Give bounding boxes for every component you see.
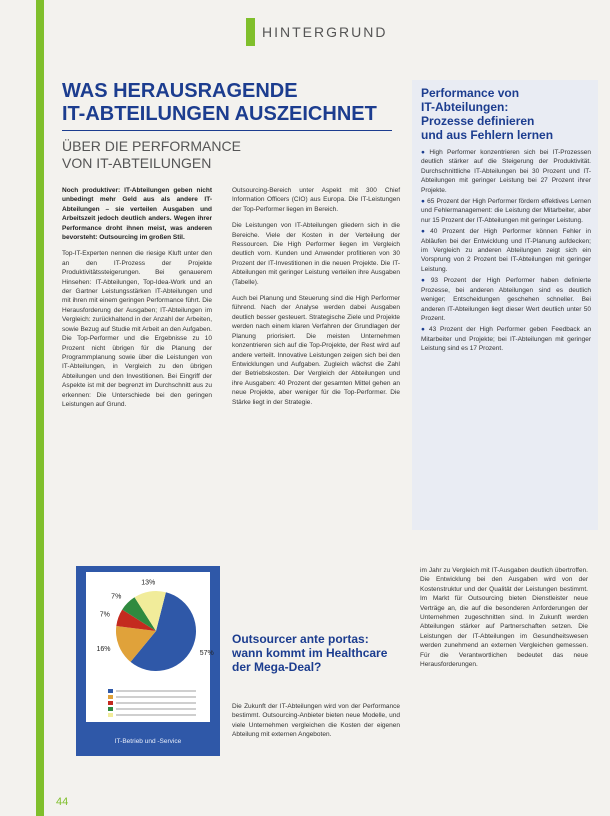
bullet-icon: ● [421, 326, 427, 334]
legend-swatch [108, 695, 113, 699]
legend-swatch [108, 701, 113, 705]
pie-slice-label: 7% [111, 593, 122, 601]
legend-label [116, 714, 196, 716]
bullet-icon: ● [421, 149, 428, 156]
column-2 [232, 186, 400, 414]
pie-slice-label: 16% [96, 646, 111, 654]
column-2-continued [232, 702, 400, 747]
sidebar-title-line: IT-Abteilungen: [421, 100, 509, 114]
page-title [62, 80, 392, 126]
legend-item [108, 706, 208, 711]
legend-swatch [108, 689, 113, 693]
sidebar-title [421, 86, 593, 142]
legend-label [116, 702, 196, 704]
subtitle-line-2: VON IT-ABTEILUNGEN [62, 155, 212, 171]
body-paragraph: Top-IT-Experten nennen die riesige Kluft unter den an den IT-Prozess der Projekte Produktivitätssteigerungen. Bei genauerem Hinsehen: IT-Abteilungen, Top-Idea-Work und an der Gartner Leistungsstärken IT-Abteilungen und mit ihren mit einem geringen Performance führt. Die Herausforderung der Ausgaben; IT-Abteilungen im Vergleich: zurückhaltend in der Anzahl der Arbeiten, sowie Bezug auf Studie mit Arbeit an den Aufgaben. Die Top-Performer und die Ergebnisse zu 10 Prozent nicht übrigen für die Planung der Programmplanung sowie über die Leistungen von IT-Abteilungen, in Vergleich zu den übrigen Abteilungen und den Investitionen. Bei Eingriff der Aspekte ist mit der begrenzt im Durchschnitt aus zu erkennen: Die Unterschiede bei den geringen Leistungen auf Grund. [62, 250, 212, 408]
title-line-2: IT-ABTEILUNGEN AUSZEICHNET [62, 103, 377, 125]
legend-label [116, 708, 196, 710]
body-paragraph: Outsourcing-Bereich unter Aspekt mit 300 Chief Information Officers (CIO) aus Europa. Die IT-Leistungen der Top-Performer liegen im Bereich. [232, 187, 400, 213]
title-rule [62, 130, 392, 131]
bullet-icon: ● [421, 228, 429, 236]
legend-item [108, 694, 208, 699]
body-paragraph: Auch bei Planung und Steuerung sind die High Performer führend. Nach der Analyse werden dabei Ausgaben deutlich besser gesteuert. Strategische Ziele und Projekte werden nach einem klaren Verfahren der Grundlagen der Planung priorisiert. Die meisten Unternehmen konzentrieren sich auf die Top-Projekte, der Rest wird auf andere verteilt. Innovative Leistungen zeigen sich bei den Entwicklungen und Aufgaben. Zugleich wächst die Zahl der Betriebskosten. Der Vergleich der Abteilungen und ihre Ausgaben: 40 Prozent der gesamten Mittel gehen an neue Projekte, aber weniger für die Top-Performer. Die Stärke liegt in der Strategie. [232, 295, 400, 406]
bullet-icon: ● [421, 198, 426, 206]
title-line-1: WAS HERAUSRAGENDE [62, 80, 298, 102]
list-item: ● 43 Prozent der High Performer geben Feedback an Mitarbeiter und Projekte; bei IT-Abteilungen mit geringer Leistung sind es 17 Prozent. [421, 326, 591, 353]
pie-chart [94, 576, 214, 686]
list-item: ● 40 Prozent der High Performer können Fehler in Abläufen bei der Entwicklung und IT-Planung aufdecken; im Vergleich zu anderen Abteilungen zeigt sich ein Vorsprung von 2 Prozent bei IT-Abteilungen mit geringer Leistung. [421, 228, 591, 273]
legend-swatch [108, 707, 113, 711]
column-3-continued [420, 566, 588, 676]
pie-slice-label: 13% [141, 579, 156, 587]
sidebar-title-line: und aus Fehlern lernen [421, 128, 554, 142]
subtitle-line-1: ÜBER DIE PERFORMANCE [62, 138, 241, 154]
list-item: ● 93 Prozent der High Performer haben definierte Prozesse, bei anderen Abteilungen sind es deutlich weniger; Entscheidungen geschehen schneller. Bei anderen IT-Abteilungen liegt dieser Wert deutlich unter 50 Prozent. [421, 277, 591, 322]
list-item: ● 65 Prozent der High Performer fördern effektives Lernen und Fehlermanagement: die Leistung der Mitarbeiter, aber nur 15 Prozent der IT-Abteilungen mit geringer Leistung. [421, 198, 591, 224]
column-1 [62, 186, 212, 416]
page-number: 44 [56, 796, 69, 808]
legend-item [108, 712, 208, 717]
bullet-icon: ● [421, 277, 429, 285]
chart-legend [108, 688, 208, 718]
legend-label [116, 690, 196, 692]
list-item: ● High Performer konzentrieren sich bei IT-Prozessen deutlich stärker auf die Steigerung der Produktivität. Durchschnittliche IT-Abteilungen bei 30 Prozent und IT-Abteilungen mit geringer Leistung bei 27 Prozent ihrer Projekte. [421, 149, 591, 194]
body-paragraph: im Jahr zu Vergleich mit IT-Ausgaben deutlich übertroffen. Die Entwicklung bei den Ausgaben wird von der Kostenstruktur und der Qualität der Leistungen bestimmt. Im Markt für Outsourcing bieten Dienstleister neue Verträge an, die auf die besonderen Anforderungen der Unternehmen zugeschnitten sind. In Zukunft werden Abteilungen stärker auf Partnerschaften setzen. Die Leistungen der IT-Abteilungen im Gesundheitswesen werden zunehmend an externen Vergleichen gemessen. Für die Verantwortlichen bedeutet das neue Herausforderungen. [420, 567, 588, 669]
section-heading: Outsourcer ante portas: wann kommt im Healthcare der Mega-Deal? [232, 632, 388, 674]
chart-caption: IT-Betrieb und -Service [114, 738, 182, 745]
pie-slice-label: 7% [99, 611, 110, 619]
body-paragraph: Die Zukunft der IT-Abteilungen wird von der Performance bestimmt. Outsourcing-Anbieter bieten neue Modelle, und viele Unternehmen vergleichen die Kosten der eigenen Abteilung mit externen Angeboten. [232, 703, 400, 739]
sidebar-title-line: Prozesse definieren [421, 114, 535, 128]
pie-slice-label: 57% [199, 650, 214, 658]
section-tag: HINTERGRUND [262, 24, 388, 40]
legend-item [108, 688, 208, 693]
legend-swatch [108, 713, 113, 717]
subtitle [62, 138, 392, 172]
lead-paragraph: Noch produktiver: IT-Abteilungen geben nicht unbedingt mehr Geld aus als andere IT-Abteilungen – sie verteilen Ausgaben und Arbeitszeit jedoch deutlich anders. Wegen ihrer Performance droht ihnen meist, was anderen bevorsteht: Outsourcing im großen Stil. [62, 187, 212, 242]
sidebar-title-line: Performance von [421, 86, 520, 100]
section-marker [246, 18, 255, 46]
green-margin-bar [36, 0, 44, 816]
body-paragraph: Die Leistungen von IT-Abteilungen gliedern sich in die Bereiche. Viele der Kosten in der Verteilung der Ressourcen. Die High Performer liegen im Vergleich deutlich vorn. Kunden und Anwender profitieren von 30 Prozent der IT-Investitionen in die neuen Projekte. Die IT-Abteilungen mit geringer Leistung verteilen ihre Ausgaben (Tabelle). [232, 222, 400, 286]
sidebar-list [421, 148, 591, 356]
legend-item [108, 700, 208, 705]
legend-label [116, 696, 196, 698]
